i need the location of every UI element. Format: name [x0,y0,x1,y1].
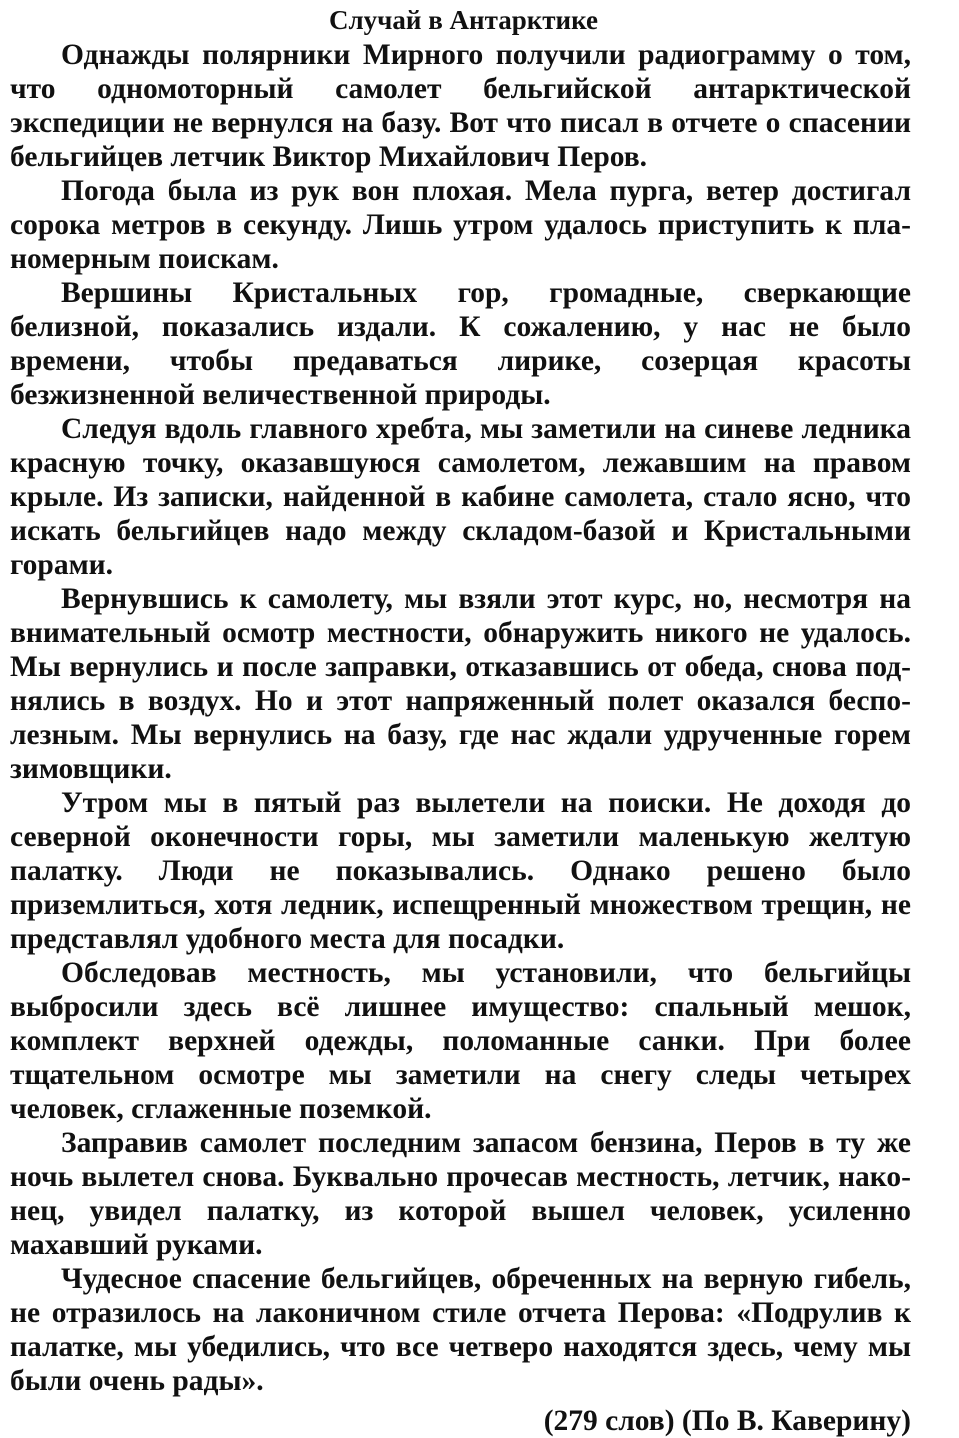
paragraph: Утром мы в пятый раз вылетели на поиски. Не доходя до северной оконечности горы, мы заметили маленькую желтую палатку. Люди не показывались. Однако решено было приземлиться, хотя ледник, испещренный множеством трещин, не представлял удобного места для посадки. [10,787,911,955]
paragraph: Вершины Кристальных гор, громадные, сверкающие белизной, показались издали. К сожалению, у нас не было времени, чтобы предаваться лирике, созерцая красоты безжизненной величественной природы. [10,277,911,411]
paragraph: Чудесное спасение бельгийцев, обреченных на верную гибель, не отразилось на лаконичном стиле отчета Перова: «Подрулив к палатке, мы убедились, что все четверо находятся здесь, чему мы были очень рады». [10,1263,911,1397]
paragraph: Однажды полярники Мирного получили радиограмму о том, что одномоторный самолет бельгийской антарктической экспедиции не вернулся на базу. Вот что писал в отчете о спасении бельгийцев летчик Виктор Михайлович Перов. [10,39,911,173]
paragraph: Обследовав местность, мы установили, что бельгийцы выбросили здесь всё лишнее имущество: спальный мешок, комплект верхней одежды, поломанные санки. При более тщательном осмотре мы заметили на снегу следы четырех человек, сглаженные поземкой. [10,957,911,1125]
source-attribution: (279 слов) (По В. Каверину) [543,1405,911,1437]
document-title: Случай в Антарктике [329,5,598,35]
paragraph: Заправив самолет последним запасом бензина, Перов в ту же ночь вылетел снова. Буквально прочесав местность, летчик, наконец, увидел палатку, из которой вышел человек, усиленно махавший руками. [10,1127,911,1261]
paragraph: Следуя вдоль главного хребта, мы заметили на синеве ледника красную точку, оказавшуюся самолетом, лежавшим на правом крыле. Из записки, найденной в кабине самолета, стало ясно, что искать бельгийцев надо между складом-базой и Кристальными горами. [10,413,911,581]
paragraph: Вернувшись к самолету, мы взяли этот курс, но, несмотря на внимательный осмотр местности, обнаружить никого не удалось. Мы вернулись и после заправки, отказавшись от обеда, снова поднялись в воздух. Но и этот напряженный полет оказался бесполезным. Мы вернулись на базу, где нас ждали удрученные горем зимовщики. [10,583,911,785]
paragraph: Погода была из рук вон плохая. Мела пурга, ветер достигал сорока метров в секунду. Лишь утром удалось приступить к планомерным поискам. [10,175,911,275]
